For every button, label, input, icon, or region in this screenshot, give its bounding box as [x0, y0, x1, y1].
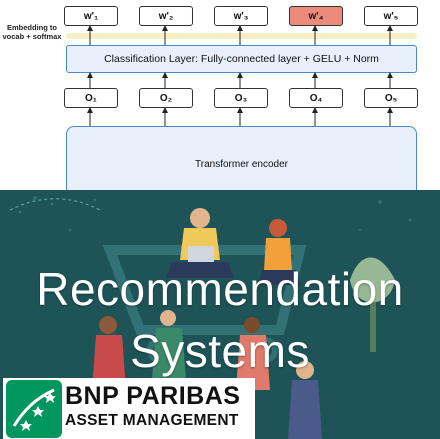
embedding-label: Embedding to vocab + softmax	[2, 23, 62, 41]
architecture-diagram	[0, 0, 440, 190]
banner-title-line1: Recommendation	[36, 263, 404, 315]
hidden-output-5: O₅	[364, 88, 418, 108]
output-token-1: w'₁	[64, 6, 118, 26]
output-token-4-highlighted: w'₄	[289, 6, 343, 26]
hidden-output-2: O₂	[139, 88, 193, 108]
diagram-arrows	[0, 0, 440, 190]
bnp-paribas-logo	[3, 378, 255, 439]
classification-layer: Classification Layer: Fully-connected layer + GELU + Norm	[66, 45, 417, 73]
output-token-3: w'₃	[214, 6, 268, 26]
logo-line2: ASSET MANAGEMENT	[65, 412, 239, 429]
logo-line1: BNP PARIBAS	[65, 382, 241, 410]
transformer-encoder: Transformer encoder	[66, 126, 417, 208]
hidden-output-3: O₃	[214, 88, 268, 108]
output-token-2: w'₂	[139, 6, 193, 26]
banner-title-line2: Systems	[130, 325, 310, 377]
hidden-output-4: O₄	[289, 88, 343, 108]
bnp-stars-icon	[6, 380, 62, 438]
output-token-5: w'₅	[364, 6, 418, 26]
hidden-output-1: O₁	[64, 88, 118, 108]
